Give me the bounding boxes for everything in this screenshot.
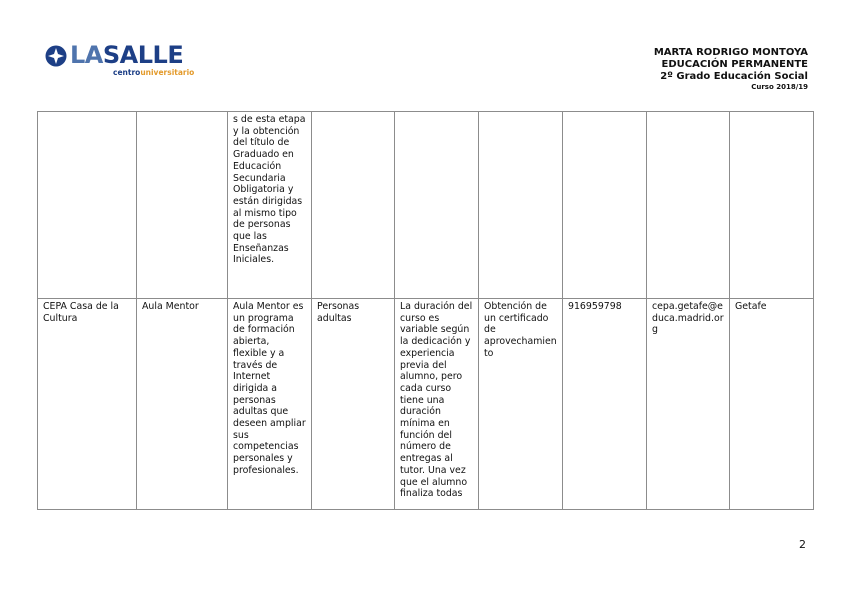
cell-center: CEPA Casa de la Cultura bbox=[38, 299, 137, 510]
course-year: Curso 2018/19 bbox=[751, 83, 808, 91]
document-header bbox=[654, 47, 808, 92]
table-row bbox=[38, 299, 814, 510]
cell-duration: La duración del curso es variable según la dedicación y experiencia previa del alumno, pero cada curso tiene una duración mínima en función del número de entregas al tutor. Una vez que el alumno finaliza todas bbox=[395, 299, 479, 510]
cell-description: s de esta etapa y la obtención del título de Graduado en Educación Secundaria Obligatoria y están dirigidas al mismo tipo de personas que las Enseñanzas Iniciales. bbox=[228, 112, 312, 299]
cell-location bbox=[730, 112, 814, 299]
cell-center bbox=[38, 112, 137, 299]
lasalle-star-icon bbox=[45, 45, 67, 67]
table-row bbox=[38, 112, 814, 299]
cell-certificate bbox=[479, 112, 563, 299]
author-name: MARTA RODRIGO MONTOYA bbox=[653, 47, 808, 58]
cell-location: Getafe bbox=[730, 299, 814, 510]
logo-wordmark: LASALLE bbox=[70, 41, 184, 69]
degree-name: 2º Grado Educación Social bbox=[660, 71, 808, 82]
cell-description: Aula Mentor es un programa de formación abierta, flexible y a través de Internet dirigida a personas adultas que deseen ampliar sus competencias personales y profesionales. bbox=[228, 299, 312, 510]
cell-email: cepa.getafe@educa.madrid.org bbox=[647, 299, 730, 510]
cell-duration bbox=[395, 112, 479, 299]
resources-table bbox=[37, 111, 814, 510]
cell-certificate: Obtención de un certificado de aprovechamiento bbox=[479, 299, 563, 510]
cell-phone bbox=[563, 112, 647, 299]
cell-phone: 916959798 bbox=[563, 299, 647, 510]
page-number: 2 bbox=[799, 538, 806, 551]
department-name: EDUCACIÓN PERMANENTE bbox=[661, 59, 808, 70]
cell-program bbox=[137, 112, 228, 299]
cell-email bbox=[647, 112, 730, 299]
logo-subtitle: centrouniversitario bbox=[113, 68, 195, 77]
cell-audience bbox=[312, 112, 395, 299]
lasalle-logo bbox=[45, 41, 205, 78]
cell-program: Aula Mentor bbox=[137, 299, 228, 510]
cell-audience: Personas adultas bbox=[312, 299, 395, 510]
